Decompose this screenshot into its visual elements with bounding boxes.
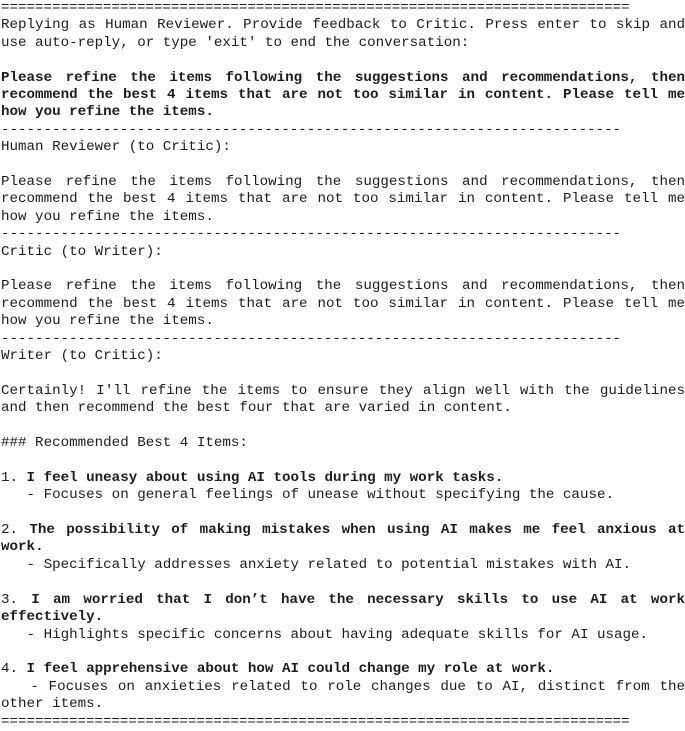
list-item: [1, 470, 685, 505]
list-item: [1, 522, 685, 574]
blank-line: [1, 418, 685, 435]
blank-line: [1, 574, 685, 591]
item-end: .: [94, 609, 104, 626]
item-number: 1.: [1, 469, 19, 486]
blank-line: [1, 452, 685, 469]
blank-line: [1, 261, 685, 278]
blank-line: [1, 365, 685, 382]
blank-line: [1, 644, 685, 661]
single-rule: -------------------------------------------------------------------------: [1, 121, 622, 138]
single-rule: -------------------------------------------------------------------------: [1, 330, 622, 347]
single-rule: -------------------------------------------------------------------------: [1, 226, 622, 243]
user-input-text[interactable]: Please refine the items following the suggestions and recommendations, then recommend the best 4 items that are not too similar in content. Please tell me how you refine the items.: [1, 69, 685, 121]
message-body-writer: Certainly! I'll refine the items to ensure they align well with the guidelines and then recommend the best four that are varied in content.: [1, 382, 685, 417]
item-text: The possibility of making mistakes when using AI makes me feel anxious at work: [1, 522, 685, 556]
item-note: - Specifically addresses anxiety related to potential mistakes with AI.: [26, 556, 632, 573]
item-number: 4.: [1, 661, 19, 678]
blank-line: [1, 52, 685, 69]
item-end: .: [494, 469, 504, 486]
item-text: I feel apprehensive about how AI could change my role at work.: [26, 661, 555, 678]
item-note: - Focuses on anxieties related to role changes due to AI, distinct from the other items.: [1, 678, 685, 713]
double-rule-bottom: ==========================================================================: [1, 713, 630, 730]
section-heading: ### Recommended Best 4 Items:: [1, 435, 248, 452]
message-header-human-reviewer: Human Reviewer (to Critic):: [1, 139, 231, 156]
list-item: [1, 592, 685, 644]
human-input-prompt: Replying as Human Reviewer. Provide feedback to Critic. Press enter to skip and use auto-reply, or type 'exit' to end the conversation:: [1, 17, 685, 51]
item-number: 3.: [1, 591, 19, 608]
double-rule-top: ==========================================================================: [1, 0, 630, 16]
blank-line: [1, 157, 685, 174]
item-text: I feel uneasy about using AI tools during my work tasks: [26, 469, 495, 486]
message-header-critic: Critic (to Writer):: [1, 243, 163, 260]
message-body-human-reviewer: Please refine the items following the suggestions and recommendations, then recommend the best 4 items that are not too similar in content. Please tell me how you refine the items.: [1, 174, 685, 225]
item-text: I am worried that I don’t have the necessary skills to use AI at work effectively: [1, 591, 685, 626]
item-note: - Highlights specific concerns about having adequate skills for AI usage.: [26, 626, 649, 643]
item-note: - Focuses on general feelings of unease without specifying the cause.: [26, 487, 615, 504]
blank-line: [1, 505, 685, 522]
list-item: [1, 661, 685, 713]
item-end: .: [35, 539, 44, 556]
message-body-critic: Please refine the items following the suggestions and recommendations, then recommend the best 4 items that are not too similar in content. Please tell me how you refine the items.: [1, 278, 685, 330]
item-number: 2.: [1, 522, 19, 539]
message-header-writer: Writer (to Critic):: [1, 348, 163, 365]
